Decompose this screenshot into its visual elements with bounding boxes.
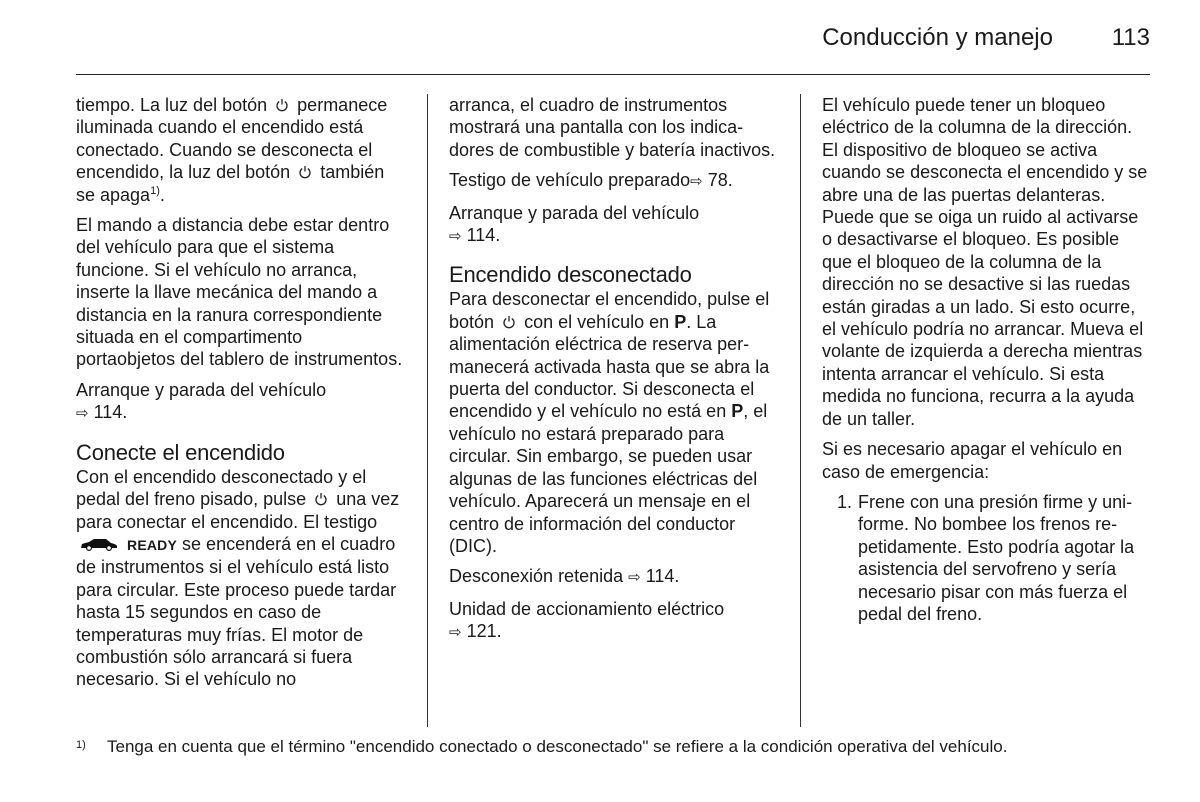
paragraph: Si es necesario apagar el vehículo en caso de emergencia:: [822, 439, 1123, 482]
reference-arrow-icon: ⇨: [449, 228, 462, 246]
power-button-icon: [298, 165, 312, 179]
cross-reference[interactable]: Unidad de accionamiento eléctrico ⇨ 121.: [449, 598, 779, 645]
page-reference[interactable]: 114.: [645, 566, 680, 587]
paragraph: Con el encendido desconectado y el pedal del freno pisado, pulse una vez para conectar el encendido. El testigo READY se encenderá en el cuadro de instrumentos si el vehículo está listo para circular. Este proceso puede tardar hasta 15 segundos en caso de temperaturas muy frías. El motor de combustión sólo arrancará si fuera necesario. Si el vehículo no: [76, 466, 400, 690]
header-divider: [76, 74, 1150, 75]
reference-arrow-icon: ⇨: [690, 173, 703, 191]
paragraph: El mando a distancia debe estar dentro del vehículo para que el sistema funcione. Si el vehículo no arranca, inserte la llave mecánica del mando a distancia en la ranura correspondiente situada en el compartimento portaobjetos del tablero de instrumentos.: [76, 215, 403, 370]
list-text: Frene con una presión firme y uniforme. No bombee los frenos repetidamente. Esto podría agotar la asistencia del servofreno y sería necesario pisar con más fuerza el pedal del freno.: [858, 491, 1135, 624]
footnote-text: Tenga en cuenta que el término "encendido conectado o desconectado" se refiere a la condición operativa del vehículo.: [107, 737, 1008, 756]
footnote-marker: 1): [76, 739, 86, 751]
section-heading: Encendido desconectado: [449, 262, 692, 288]
gear-position-p: P: [674, 311, 687, 332]
footnote-reference[interactable]: 1): [150, 184, 160, 197]
paragraph: Para desconectar el encendido, pulse el botón con el vehículo en P. La alimentación eléctrica de reserva permanecerá activada hasta que se abra la puerta del conductor. Si desconecta el encendido y el vehículo no está en P, el vehículo no estará preparado para circular. Sin embargo, se pueden usar algunas de las funciones eléctricas del vehículo. Aparecerá un mensaje en el centro de información del conductor (DIC).: [449, 289, 770, 556]
paragraph: tiempo. La luz del botón permanece iluminada cuando el encendido está conectado. Cuando se desconecta el encendido, la luz del botón también se apaga$^{1)}$.: [76, 95, 388, 205]
gear-position-p: P: [731, 401, 744, 422]
vehicle-ready-icon: [79, 537, 119, 551]
cross-reference[interactable]: Arranque y parada del vehículo ⇨ 114.: [76, 379, 406, 426]
column-3: [822, 94, 1152, 625]
cross-reference[interactable]: Desconexión retenida ⇨ 114.: [449, 565, 779, 589]
page-header: [0, 0, 1200, 76]
list-number: 1.: [836, 491, 852, 512]
paragraph: arranca, el cuadro de instrumentos mostrará una pantalla con los indicadores de combustible y batería inactivos.: [449, 95, 776, 160]
section-title: Conducción y manejo: [822, 24, 1053, 51]
power-button-icon: [502, 315, 516, 329]
page-reference[interactable]: 121.: [466, 621, 502, 642]
power-button-icon: [275, 98, 289, 112]
page-reference[interactable]: 78.: [707, 170, 733, 191]
page-number: 113: [1111, 24, 1150, 51]
reference-arrow-icon: ⇨: [76, 405, 89, 423]
cross-reference[interactable]: Arranque y parada del vehículo ⇨ 114.: [449, 202, 779, 249]
column-2: [449, 94, 779, 653]
column-divider: [427, 94, 428, 727]
power-button-icon: [314, 492, 328, 506]
cross-reference[interactable]: Testigo de vehículo preparado⇨ 78.: [449, 169, 779, 193]
column-1: [76, 94, 406, 699]
section-heading: Conecte el encendido: [76, 439, 285, 465]
list-item: [822, 491, 1152, 625]
ready-indicator-label: READY: [127, 536, 178, 553]
reference-arrow-icon: ⇨: [449, 624, 462, 642]
page-reference[interactable]: 114.: [466, 225, 501, 246]
page-reference[interactable]: 114.: [93, 402, 128, 423]
reference-arrow-icon: ⇨: [628, 569, 641, 587]
paragraph: El vehículo puede tener un bloqueo eléctrico de la columna de la dirección. El dispositivo de bloqueo se activa cuando se desconecta el encendido y se abre una de las puertas delanteras. Puede que se oiga un ruido al activarse o desactivarse el bloqueo. Es posible que el bloqueo de la columna de la dirección no se desactive si las ruedas están giradas a un lado. Si esto ocurre, el vehículo podría no arrancar. Mueva el volante de izquierda a derecha mientras intenta arrancar el vehículo. Si esta medida no funciona, recurra a la ayuda de un taller.: [822, 95, 1148, 429]
column-divider: [800, 94, 801, 727]
